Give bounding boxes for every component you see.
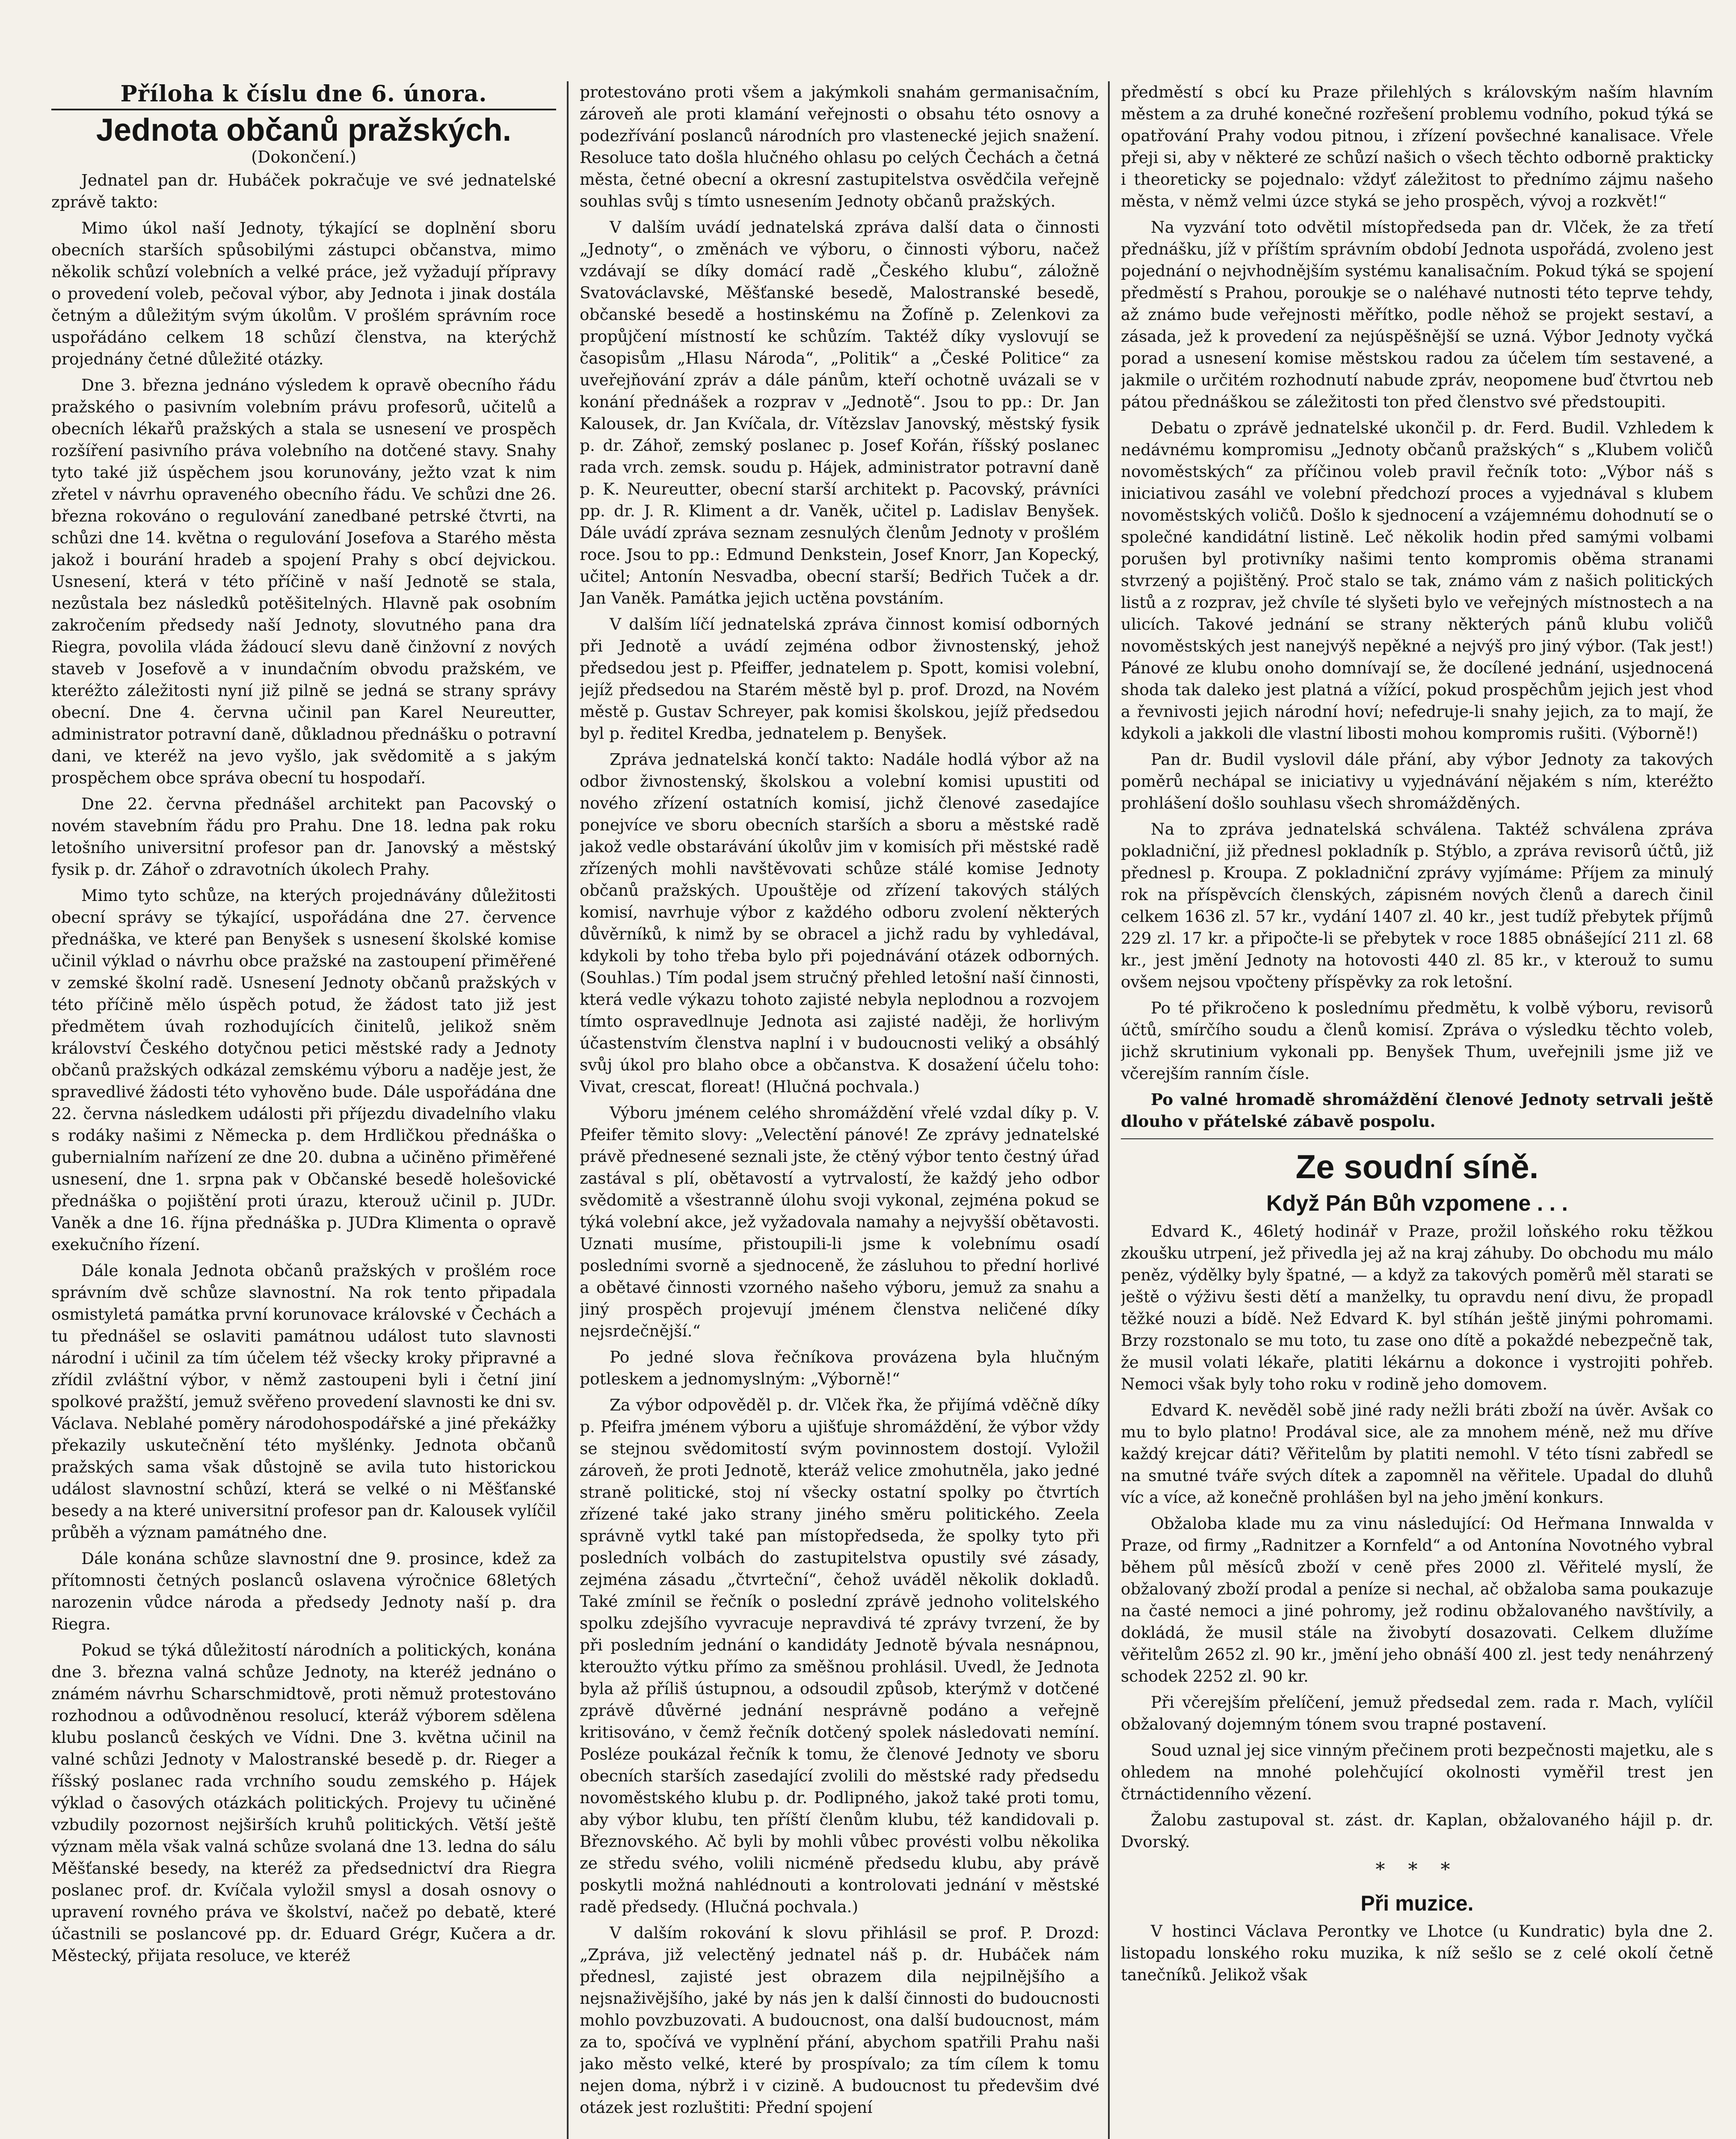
header-rule xyxy=(51,109,556,110)
article-paragraph: Po valné hromadě shromáždění členové Jednoty setrvali ještě dlouho v přátelské zábavě pospolu. xyxy=(1121,1090,1713,1131)
court-paragraph: Soud uznal jej sice vinným přečinem proti bezpečnosti majetku, ale s ohledem na mnohé polehčující okolnosti vyměřil trest jen čtrnáctidenního vězení. xyxy=(1121,1741,1713,1803)
article-paragraph: Zpráva jednatelská končí takto: Nadále hodlá výbor až na odbor živnostenský, školskou a volební komisi upustiti od nového zřízení ostatních komisí, jichž členové zasedajíce ponejvíce ve sboru obecních starších a sboru a městské radě jakož vedle obstarávání úkolův jim v komisích při městské radě zřízených mohli navštěvovati schůze stálé komise Jednoty občanů pražských. Upouštěje od zřízení takových stálých komisí, navrhuje výbor z každého odboru zvolení některých důvěrníků, k nimž by se obracel a jichž radu by vyhledával, kdykoli by toho třeba bylo při pojednávání otázek odborných. (Souhlas.) Tím podal jsem stručný přehled letošní naší činnosti, která vedle výkazu tohoto zajisté nebyla neplodnou a rozvojem tímto ospravedlnuje Jednota asi zajisté naději, že horlivým účastenstvím členstva naplní i v budoucnosti veliký a obsáhlý svůj úkol pro blaho obce a občanstva. K dosažení účelu toho: Vivat, crescat, floreat! (Hlučná pochvala.) xyxy=(580,750,1099,1096)
article-paragraph: Na vyzvání toto odvětil místopředseda pan dr. Vlček, že za třetí přednášku, jíž v příštím správním období Jednota uspořádá, zvoleno jest pojednání o nejvhodnějším systému kanalisačním. Pokud týká se spojení předměstí s Prahou, poroukje se o naléhavé nutnosti této teprve tehdy, až známo bude veřejnosti měřítko, podle něhož se projekt sestaví, a zásada, jež k provedení za nejúspěšnější se uzná. Výbor Jednoty vyčká porad a usnesení komise městskou radou za účelem tím sestavené, a jakmile o určitém rozhodnutí nabude zpráv, neopomene buď čtvrtou neb pátou přednáškou se záležitosti ton před členstvo své předstoupiti. xyxy=(1121,218,1713,411)
court-story-headline: Když Pán Bůh vzpomene . . . xyxy=(1266,1191,1568,1216)
article-paragraph: Dne 22. června přednášel architekt pan Pacovský o novém stavebním řádu pro Prahu. Dne 18. ledna pak roku letošního universitní profesor pan dr. Janovský a městský fysik p. dr. Záhoř o zdravotních úkolech Prahy. xyxy=(51,794,556,879)
court-paragraph: Žalobu zastupoval st. zást. dr. Kaplan, obžalovaného hájil p. dr. Dvorský. xyxy=(1121,1810,1713,1851)
column-3 xyxy=(1121,81,1713,2139)
column-1 xyxy=(51,81,556,2139)
court-paragraph: Při včerejším přelíčení, jemuž předsedal zem. rada r. Mach, vylíčil obžalovaný dojemným tónem svou trapné postavení. xyxy=(1121,1693,1713,1733)
newspaper-page xyxy=(51,81,1720,2139)
article-paragraph: Dále konala Jednota občanů pražských v prošlém roce správním dvě schůze slavnostní. Na rok tento připadala osmistyletá památka první korunovace královské v Čechách a tu přednášel se oslaviti památnou událost tuto slavnosti národní i učinil za tím účelem též všecky kroky připravné a zřídil zvláštní výbor, v němž zastoupeni byli i četní jiní spolkové pražští, jemuž svěřeno provedení slavnosti ke dni sv. Václava. Neblahé poměry národohospodářské a jiné překážky překazily uskutečnění této myšlénky. Jednota občanů pražských sama však důstojně se avila tuto historickou událost slavnostní schůzí, která se velké o ni Měšťanské besedy a na které universitní profesor pan dr. Kalousek vylíčil průběh a význam památného dne. xyxy=(51,1261,556,1542)
article-paragraph: V dalším uvádí jednatelská zpráva další data o činnosti „Jednoty“, o změnách ve výboru, o činnosti výboru, načež vzdávají se díky domácí radě „Českého klubu“, záložně Svatováclavské, Měšťanské besedě, Malostranské besedě, občanské besedě a hostinskému na Žofíně p. Zelenkovi za propůjčení místností ke schůzím. Taktéž díky vyslovují se časopisům „Hlasu Národa“, „Politik“ a „České Politice“ za uveřejňování zpráv a dále pánům, kteří ochotně uvázali se v konání přednášek a rozprav v „Jednotě“. Jsou to pp.: Dr. Jan Kalousek, dr. Jan Kvíčala, dr. Vítězslav Janovský, městský fysik p. dr. Záhoř, zemský poslanec p. Josef Kořán, říšský poslanec rada vrch. zemsk. soudu p. Hájek, administrator potravní daně p. K. Neureutter, obecní starší architekt p. Pacovský, právníci pp. dr. J. R. Kliment a dr. Vaněk, učitel p. Ladislav Benyšek. Dále uvádí zpráva seznam zesnulých členům Jednoty v prošlém roce. Jsou to pp.: Edmund Denkstein, Josef Knorr, Jan Kopecký, učitel; Antonín Nesvadba, obecní starší; Bedřich Tuček a dr. Jan Vaněk. Památka jejich uctěna povstáním. xyxy=(580,218,1099,607)
article-continuation-note: (Dokončení.) xyxy=(251,148,356,166)
article-paragraph: Za výbor odpověděl p. dr. Vlček řka, že přijímá vděčně díky p. Pfeifra jménem výboru a ujišťuje shromáždění, že výbor vždy se stejnou svědomitostí svým povinnostem dostojí. Vyložil zároveň, že proti Jednotě, kteráž velice zmohutněla, jako jedné straně politické, stoj ní všecky ostatní spolky po čtvrtích zřízené také jako strany jiného směru politického. Zeela správně vytkl také pan místopředseda, že spolky tyto při posledních volbách do zastupitelstva opustily své zásady, zejména zásadu „čtvrteční“, čehož uváděl několik dokladů. Také zmínil se řečník o poslední zprávě jednoho volitelského spolku zdejšího vyvracuje nepravdivá té zprávy tvrzení, že by při posledním jednání o kandidáty Jednotě bývala nesnápnou, kteroužto výtku přímo za směšnou prohlásil. Uvedl, že Jednota byla až příliš ústupnou, a odsoudil způsob, kterýmž v dotčené zprávě důvěrné jednání nesprávně podáno a veřejně kritisováno, v čemž řečník dotčený spolek následovati nemíní. Posléze poukázal řečník k tomu, že členové Jednoty ve sboru obecních starších zasedající zvolili do městské rady předsedu novoměstského klubu p. dr. Podlipného, jakož také proti tomu, aby výbor klubu, ten příští členům klubu, též kandidovali p. Březnovského. Ač byli by mohli vůbec provésti volbu několika ze středu svého, volili nicméně předsedu klubu, aby právě poskytli možná nahlédnouti a kontrolovati jednání v městské radě předsedy. (Hlučná pochvala.) xyxy=(580,1395,1099,1916)
article-paragraph: Výboru jménem celého shromáždění vřelé vzdal díky p. V. Pfeifer těmito slovy: „Velectění pánové! Ze zprávy jednatelské právě přednesené seznali jste, že ctěný výbor tento čestný úřad zastával s plí, obětavostí a vytrvalostí, že každý jeho odbor svědomitě a všestranně úlohu svoji vykonal, zejména pokud se týká volební akce, jež vyžadovala namahy a nejvyšší obětavosti. Uznati musíme, přistoupili-li jsme k volebnímu osadí posledními svorně a sjednoceně, že zásluhou to přední horlivé a obětavé činnosti vzorného našeho výboru, jemuž za snahu a jiný prospěch projevují jménem členstva neličené díky nejsrdečnější.“ xyxy=(580,1103,1099,1340)
article-paragraph: předměstí s obcí ku Praze přilehlých s královským naším hlavním městem a za druhé konečné rozřešení problemu vodního, pokud týká se opatřování Prahy vodou pitnou, i zřízení povšechné kanalisace. Vřele přeji si, aby v některé ze schůzí našich o všech těchto odborně prakticky i theoreticky se pojednalo: vždyť záležitost to přednímo zájmu našeho města, v němž velmi úzce styká se jeho prospěch, vývoj a rozkvět!“ xyxy=(1121,83,1713,210)
column-divider xyxy=(1108,81,1110,2139)
article-paragraph: Dne 3. března jednáno výsledem k opravě obecního řádu pražského o pasivním volebním právu profesorů, učitelů a obecních lékařů pražských a stala se usnesení ve prospěch rozšíření pasivního práva volebního na dotčené stavy. Snahy tyto také již úspěchem jsou korunovány, ježto vzat k nim zřetel v návrhu opraveného obecního řádu. Ve schůzi dne 26. března rokováno o regulování zanedbané petrské čtvrti, na schůzi dne 14. května o regulování Josefova a Starého města jakož i bourání hradeb a spojení Prahy s obcí dejvickou. Usnesení, která v této příčině v naší Jednotě se stala, nezůstala bez následků potěšitelných. Hlavně pak osobním zakročením předsedy naší Jednoty, slovutného pana dra Riegra, povolila vláda žádoucí slevu daně činžovní z nových staveb v Josefově a v inundačním obvodu pražském, ve kteréžto záležitosti nyní již pilně se jedná se strany správy obecní. Dne 4. června učinil pan Karel Neureutter, administrator potravní daně, důkladnou přednášku o potravní dani, ve kteréž na jevo vyšlo, jak svědomitě a s jakým prospěchem obce správa obecní tu hospodaří. xyxy=(51,376,556,787)
article-paragraph: Mimo úkol naší Jednoty, týkající se doplnění sboru obecních starších spůsobilými zástupci občanstva, mimo několik schůzí volebních a velké práce, jež vyžadují přípravy o provedení voleb, pečoval výbor, aby Jednota i jinak dostála četným a důležitým svým úkolům. V prošlém správním roce uspořádáno celkem 18 schůzí členstva, na kterýchž projednány četné důležité otázky. xyxy=(51,219,556,368)
column-2 xyxy=(580,81,1099,2139)
article-paragraph: Mimo tyto schůze, na kterých projednávány důležitosti obecní správy se týkající, uspořádána dne 27. července přednáška, ve které pan Benyšek s usnesení školské komise učinil výklad o návrhu obce pražské na zastoupení přiměřené v zemské školní radě. Usnesení Jednoty občanů pražských v této příčině mělo úspěch potud, že žádost tato již jest předmětem úvah rozhodujících činitelů, jelikož sněm království Českého dotyčnou petici městské rady a Jednoty občanů pražských odkázal zemskému výboru a naděje jest, že spravedlivé žádosti této vyhověno bude. Dále uspořádána dne 22. června následkem události při příjezdu divadelního vlaku s rodáky našimi z Německa p. dem Hrdličkou přednáška o gubernialním nařízení ze dne 20. dubna a učiněno přiměřené usnesení, dne 1. srpna pak v Občanské besedě holešovické přednáška o pojištění proti úrazu, kterouž učinil p. JUDr. Vaněk a dne 16. října přednáška p. JUDra Klimenta o opravě exekučního řízení. xyxy=(51,886,556,1254)
article-headline: Jednota občanů pražských. xyxy=(96,112,512,148)
court-paragraph: Edvard K. nevěděl sobě jiné rady nežli bráti zboží na úvěr. Avšak co mu to bylo platno! Prodával sice, ale za mnohem méně, než mu dříve každý krejcar dáti? Věřitelům by platiti nemohl. V této tísni zabředl se na smutné tváře svých dítek a zapomněl na věřitele. Upadal do dluhů víc a více, až konečně prohlášen byl na jeho jmění konkurs. xyxy=(1121,1401,1713,1507)
court-paragraph: Obžaloba klade mu za vinu následující: Od Heřmana Innwalda v Praze, od firmy „Radnitzer a Kornfeld“ a od Antonína Novotného vybral během půl měsíců zboží v ceně přes 2000 zl. Věřitelé myslí, že obžalovaný zboží prodal a peníze si nechal, ač obžaloba sama poukazuje na časté nemoci a jiné pohromy, jež rodinu obžalovaného navštívily, a dokládá, že musil stále na živobytí dosazovati. Celkem dlužíme věřitelům 2652 zl. 90 kr., jmění jeho obnáší 400 zl. jest tedy nenáhrzený schodek 2252 zl. 90 kr. xyxy=(1121,1514,1713,1686)
article-paragraph: V dalším líčí jednatelská zpráva činnost komisí odborných při Jednotě a uvádí zejména odbor živnostenský, jehož předsedou jest p. Pfeiffer, jednatelem p. Spott, komisi volební, jejíž předsedou na Starém městě byl p. prof. Drozd, na Novém městě p. Gustav Schreyer, pak komisi školskou, jejíž předsedou byl p. ředitel Kredba, jednatelem p. Benyšek. xyxy=(580,615,1099,743)
supplement-header: Příloha k číslu dne 6. února. xyxy=(120,81,487,107)
article-paragraph: Po jedné slova řečníkova provázena byla hlučným potleskem a jednomyslným: „Výborně!“ xyxy=(580,1348,1099,1388)
court-paragraph: V hostinci Václava Perontky ve Lhotce (u Kundratic) byla dne 2. listopadu lonského roku muzika, k níž sešlo se z celé okolí četně tanečníků. Jelikož však xyxy=(1121,1922,1713,1984)
article-paragraph: Jednatel pan dr. Hubáček pokračuje ve své jednatelské zprávě takto: xyxy=(51,171,556,211)
article-paragraph: Po té přikročeno k poslednímu předmětu, k volbě výboru, revisorů účtů, smírčího soudu a členů komisí. Zpráva o výsledku těchto voleb, jichž skrutinium vykonali pp. Benyšek Thum, uveřejnili jsme již ve včerejším ranním čísle. xyxy=(1121,998,1713,1083)
court-paragraph: Edvard K., 46letý hodinář v Praze, prožil loňského roku těžkou zkoušku utrpení, jež přivedla jej až na kraj záhuby. Do obchodu mu málo peněz, výdělky byly špatné, — a když za takových poměrů měl starati se ještě o výživu šesti dětí a manželky, tu opravdu není divu, že propadl těžké nouzi a bídě. Než Edvard K. byl stíhán ještě jinými pohromami. Brzy rozstonalo se mu toto, tu zase ono dítě a pokaždé nebezpečně tak, že musil volati lékaře, platiti lékárnu a dokonce i vystrojiti pohřeb. Nemoci však byly toho roku v rodině jeho domovem. xyxy=(1121,1222,1713,1393)
article-paragraph: V dalším rokování k slovu přihlásil se prof. P. Drozd: „Zpráva, již velectěný jednatel náš p. dr. Hubáček nám přednesl, zajisté jest obrazem dila nejpilnějšího a nejsnaživějšího, jaké by nás jen k další činnosti do budoucnosti mohlo povzbuzovati. A budoucnost, ona další budoucnost, mám za to, spočívá ve vyplnění přání, abychom spatřili Prahu naši jako město velké, které by prospívalo; za tím cílem k tomu nejen doma, nýbrž i v cizině. A budoucnost tu předevšim dvé otázek jest rozluštiti: Přední spojení xyxy=(580,1923,1099,2117)
section-rule xyxy=(1121,1138,1713,1139)
column-divider xyxy=(567,81,569,2139)
article-paragraph: protestováno proti všem a jakýmkoli snahám germanisačním, zároveň ale proti klamání veřejnosti o obsahu této osnovy a podezřívání poslanců národních pro vlastenecké jejich snažení. Resoluce tato došla hlučného ohlasu po celých Čechách a četná města, četné obecní a okresní zastupitelstva osvědčila veřejně souhlas svůj s tímto usnesením Jednoty občanů pražských. xyxy=(580,83,1099,210)
article-paragraph: Dále konána schůze slavnostní dne 9. prosince, kdež za přítomnosti četných poslanců oslavena výročnice 68letých narozenin vůdce národa a předsedy Jednoty naší p. dra Riegra. xyxy=(51,1549,556,1633)
article-paragraph: Pokud se týká důležitostí národních a politických, konána dne 3. března valná schůze Jednoty, na kteréž jednáno o známém návrhu Scharschmidtově, proti němuž protestováno rozhodnou a odůvodněnou resolucí, kteráž výborem sdělena klubu poslanců českých ve Vídni. Dne 3. května učinil na valné schůzi Jednoty v Malostranské besedě p. dr. Rieger a říšský poslanec rada vrchního soudu zemského p. Hájek výklad o časových otázkách politických. Projevy tu učiněné vzbudily pozornost nejširších kruhů politických. Větší ještě význam měla však valná schůze svolaná dne 13. ledna do sálu Měšťanské besedy, na kteréž za předsednictví dra Riegra poslanec prof. dr. Kvíčala vyložil smysl a dosah osnovy o upravení rovného práva ve školství, načež po debatě, které účastnili se poslancové pp. dr. Eduard Grégr, Kučera a dr. Městecký, přijata resoluce, ve kteréž xyxy=(51,1641,556,1965)
second-story-headline: Při muzice. xyxy=(1360,1891,1474,1915)
article-paragraph: Na to zpráva jednatelská schválena. Taktéž schválena zpráva pokladniční, již přednesl pokladník p. Stýblo, a zpráva revisorů účtů, již přednesl p. Kroupa. Z pokladniční zprávy vyjímáme: Příjem za minulý rok na příspěvcích členských, zápisném nových členů a darech činil celkem 1636 zl. 57 kr., vydání 1407 zl. 40 kr., jest tudíž přebytek příjmů 229 zl. 17 kr. a připočte-li se přebytek v roce 1885 obnášející 211 zl. 68 kr., jest jmění Jednoty na hotovosti 440 zl. 85 kr., v kterouž to sumu ovšem nejsou vpočteny příspěvky za rok letošní. xyxy=(1121,820,1713,991)
article-paragraph: Debatu o zprávě jednatelské ukončil p. dr. Ferd. Budil. Vzhledem k nedávnému kompromisu „Jednoty občanů pražských“ s „Klubem voličů novoměstských“ za příčinou voleb pravil řečník toto: „Výbor náš s iniciativou zasáhl ve volební předchozí proces a vyjednával s klubem novoměstských voličů. Došlo k sjednocení a vzájemnému dohodnutí se o společné kandidátní listině. Leč několik hodin před samými volbami porušen byl protivníky našimi tento kompromis oběma stranami stvrzený a pojištěný. Proč stalo se tak, známo vám z našich politických listů a z rozprav, jež chvíle té slyšeti bylo ve veřejných místnostech a na ulicích. Takové jednání se strany některých pánů klubu voličů novoměstských jest nanejvýš nepěkné a nejvýš pro jiný výbor. (Tak jest!) Pánové ze klubu onoho domnívají se, že docílené jednání, usjednocená shoda tak daleko jest platná a vížící, pokud prospěchům jejich jest vhod a řevnivosti jejich národní hoví; nefedruje-li snahy jejich, za to mají, že kdykoli a jakkoli dle vlastní libosti mohou kompromis rušiti. (Výborně!) xyxy=(1121,418,1713,743)
court-section-title: Ze soudní síně. xyxy=(1295,1148,1539,1185)
article-paragraph: Pan dr. Budil vyslovil dále přání, aby výbor Jednoty za takových poměrů nechápal se iniciativy u vyjednávání nějakém s ním, kteréžto prohlášení došlo souhlasu všech shromážděných. xyxy=(1121,750,1713,812)
section-divider-stars: * * * xyxy=(1375,1859,1459,1881)
